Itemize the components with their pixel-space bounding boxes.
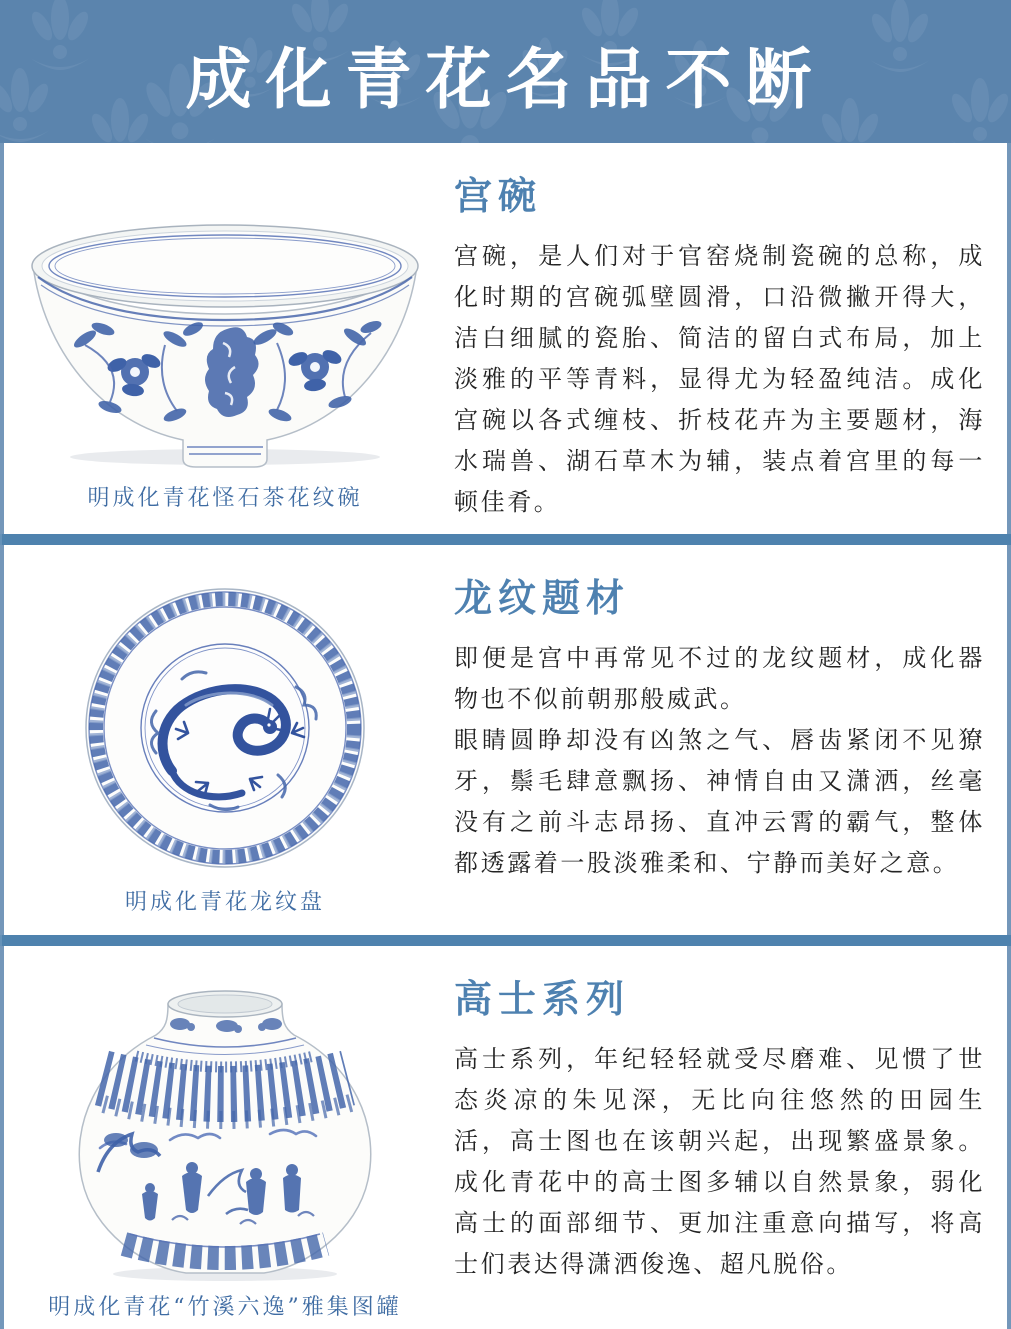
blue-and-white-scholar-jar-image — [40, 982, 410, 1282]
section-dragon-motif — [0, 545, 1011, 935]
scholar-jar-figure — [4, 946, 446, 1329]
section-scholar-series — [0, 946, 1011, 1329]
blue-and-white-dragon-plate-image — [60, 583, 390, 875]
section-palace-bowl — [0, 143, 1011, 534]
palace-bowl-caption: 明成化青花怪石茶花纹碗 — [87, 486, 363, 511]
dragon-plate-caption: 明成化青花龙纹盘 — [124, 890, 325, 915]
scholar-series-paragraph: 高士系列，年纪轻轻就受尽磨难、见惯了世态炎凉的朱见深，无比向往悠然的田园生活，高士图也在该朝兴起，出现繁盛景象。成化青花中的高士图多辅以自然景象，弱化高士的面部细节、更加注重意向描写，将高士们表达得潇洒俊逸、超凡脱俗。 — [454, 1045, 985, 1278]
scholar-jar-caption: 明成化青花“竹溪六逸”雅集图罐 — [48, 1295, 402, 1320]
page-title: 成化青花名品不断 — [185, 41, 826, 118]
palace-bowl-paragraph: 宫碗，是人们对于官窑烧制瓷碗的总称，成化时期的宫碗弧壁圆滑，口沿微撇开得大，洁白细腻的瓷胎、简洁的留白式布局，加上淡雅的平等青料，显得尤为轻盈纯洁。成化宫碗以各式缠枝、折枝花卉为主要题材，海水瑞兽、湖石草木为辅，装点着宫里的每一顿佳肴。 — [454, 242, 985, 516]
dragon-motif-text — [446, 545, 1007, 935]
page-header — [0, 0, 1011, 143]
palace-bowl-heading: 宫碗 — [454, 174, 543, 218]
scholar-series-heading: 高士系列 — [454, 977, 631, 1021]
scholar-series-text — [446, 946, 1007, 1329]
dragon-motif-paragraph-2: 眼睛圆睁却没有凶煞之气、唇齿紧闭不见獠牙，鬃毛肆意飘扬、神情自由又潇洒，丝毫没有之前斗志昂扬、直冲云霄的霸气，整体都透露着一股淡雅柔和、宁静而美好之意。 — [454, 726, 985, 877]
palace-bowl-text — [446, 143, 1007, 534]
dragon-motif-heading: 龙纹题材 — [454, 576, 631, 620]
section-divider — [0, 534, 1011, 545]
section-divider — [0, 935, 1011, 946]
palace-bowl-figure — [4, 143, 446, 534]
dragon-plate-figure — [4, 545, 446, 935]
dragon-motif-paragraph-1: 即便是宫中再常见不过的龙纹题材，成化器物也不似前朝那般威武。 — [454, 644, 985, 713]
blue-and-white-bowl-image — [15, 217, 435, 469]
